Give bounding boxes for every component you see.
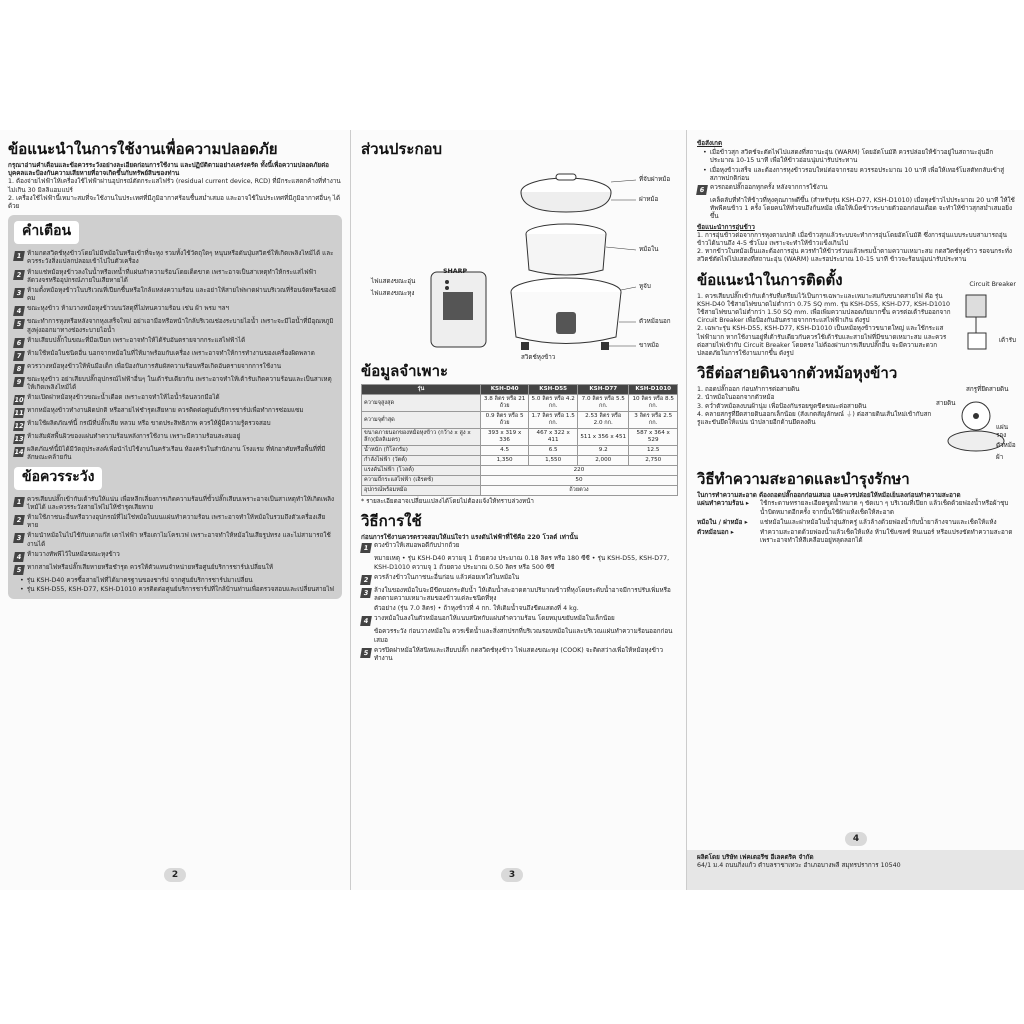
warning-item xyxy=(14,433,336,444)
page-number: 3 xyxy=(501,868,523,882)
item-number: 5 xyxy=(13,319,25,329)
manual-sheet xyxy=(0,130,1024,890)
label-cook-lamp: ไฟแสดงขณะหุง xyxy=(371,290,415,297)
spec-cell: 3.8 ลิตร หรือ 21 ถ้วย xyxy=(480,395,528,412)
item-text: ผลิตภัณฑ์นี้มิได้มีวัตถุประสงค์เพื่อนำไปใช้งานในครัวเรือน ห้องครัวในสำนักงาน โรงแรม ที่พักอาศัยหรือพื้นที่ที่มีลักษณะคล้ายกัน xyxy=(27,446,326,462)
ground-item: 3. คว่ำตัวหม้อลงบนผ้านุ่ม เพื่อป้องกันรอยขูดขีดขณะต่อสายดิน xyxy=(697,402,867,410)
item-text: ขณะหุงข้าว อย่าเสียบปลั๊กอุปกรณ์ไฟฟ้าอื่นๆ ในเต้ารับเดียวกัน เพราะอาจทำให้เต้ารับเกิดความร้อนและเป็นสาเหตุให้เกิดเพลิงไหม้ได้ xyxy=(27,375,332,392)
spec-row xyxy=(362,466,678,476)
spec-header-cell: KSH-D40 xyxy=(480,385,528,395)
spec-cell: 50 xyxy=(480,476,677,486)
warning-list xyxy=(14,250,336,462)
spec-cell: 0.9 ลิตร หรือ 5 ถ้วย xyxy=(480,412,528,429)
spec-cell: 2,750 xyxy=(629,456,678,466)
item-text: ขณะหุงข้าว ห้ามวางหม้อหุงข้าวบนวัสดุที่ไม่ทนความร้อน เช่น ผ้า พรม ฯลฯ xyxy=(27,305,229,313)
spec-row xyxy=(362,446,678,456)
spec-cell: 467 x 322 x 411 xyxy=(529,429,578,446)
item-number: 5 xyxy=(13,565,25,575)
page-number: 2 xyxy=(164,868,186,882)
warm-item: 2. หากข้าวในหม้อเย็นและต้องการอุ่น ควรทำให้ข้าวร่วนแล้วพรมน้ำตามความเหมาะสม กดสวิตช์หุงข้าว รอจนกระทั่งสวิตช์ตัดไฟไปแสดงที่สถานะอุ่น (WARM) และรอประมาณ 10-15 นาที ข้าวจะร้อนนุ่มน่ารับประทาน xyxy=(697,248,1012,264)
caution-bullet: • รุ่น KSH-D40 ควรซื้อสายไฟที่ได้มาตรฐานของชาร์ป จากศูนย์บริการชาร์ปมาเปลี่ยน xyxy=(20,576,253,584)
spec-cell: 9.2 xyxy=(578,446,629,456)
caution-item xyxy=(14,496,336,512)
usage-steps xyxy=(361,542,678,663)
spec-note: * รายละเอียดอาจเปลี่ยนแปลงได้โดยไม่ต้องแจ้งให้ทราบล่วงหน้า xyxy=(361,498,534,505)
clean-key: หม้อใน / ฝาหม้อ ▸ xyxy=(697,518,748,526)
warning-item xyxy=(14,350,336,361)
spec-cell: 12.5 xyxy=(629,446,678,456)
parts-title: ส่วนประกอบ xyxy=(361,140,443,158)
warning-item xyxy=(14,394,336,405)
item-text: ห้ามแช่หม้อหุงข้าวลงในน้ำหรือเทน้ำที่แผ่นทำความร้อนโดยเด็ดขาด เพราะอาจเป็นสาเหตุทำให้กระแสไฟฟ้าลัดวงจรหรืออุปกรณ์ภายในเสียหายได้ xyxy=(27,268,317,284)
circuit-breaker-label: Circuit Breaker xyxy=(969,280,1016,288)
item-text: ห้ามสัมผัสพื้นผิวของแผ่นทำความร้อนหลังการใช้งาน เพราะมีความร้อนสะสมอยู่ xyxy=(27,433,241,441)
item-number: 9 xyxy=(13,377,25,387)
manufacturer: ผลิตโดย บริษัท เฟคเตอรีซ อีเลคตริค จำกัด xyxy=(697,854,814,861)
spec-row xyxy=(362,486,678,496)
spec-row xyxy=(362,476,678,486)
warning-item xyxy=(14,376,336,392)
item-text: ขณะทำการหุงหรือหลังจากหุงเสร็จใหม่ อย่าเอามือหรือหน้าใกล้บริเวณช่องระบายไอน้ำ เพราะจะมีไอน้ำที่มีอุณหภูมิสูงพุ่งออกมาทางช่องระบายไอน้ำ xyxy=(27,318,334,334)
step-item xyxy=(361,647,678,663)
step-6-tip: เคล็ดลับที่ทำให้ข้าวที่หุงคุณภาพดีขึ้น (สำหรับรุ่น KSH-D77, KSH-D1010) เมื่อหุงข้าวไปประมาณ 20 นาที ให้ใช้ทัพพีคนข้าว 1 ครั้ง โดยคนให้ทั่วจนถึงก้นหม้อ เพื่อให้เม็ดข้าวระบายตัวออกก่อนเดือด จะทำให้ข้าวสุกสม่ำเสมอยิ่งขึ้น xyxy=(710,197,1015,221)
item-number: 3 xyxy=(360,588,372,598)
warning-item xyxy=(14,337,336,348)
spec-label: ความถี่กระแสไฟฟ้า (เฮิรตซ์) xyxy=(362,476,481,486)
ground-item: 4. คลายสกรูที่ยึดสายดินออกเล็กน้อย (สังเกตสัญลักษณ์ ⏚) ต่อสายดินเส้นใหม่เข้ากับสกรูและขันยึดให้แน่น นำปลายอีกด้านยึดลงดิน xyxy=(697,410,932,427)
label-outer-body: ตัวหม้อนอก xyxy=(639,318,671,325)
spec-cell: 2.53 ลิตร หรือ 2.0 กก. xyxy=(578,412,629,429)
rice-cooker-illustration xyxy=(361,162,679,362)
caution-bullet: • รุ่น KSH-D55, KSH-D77, KSH-D1010 ควรติดต่อศูนย์บริการชาร์ปที่ใกล้บ้านท่านเพื่อตรวจสอบและเปลี่ยนสายไฟ xyxy=(20,586,335,594)
clean-list xyxy=(697,500,1016,545)
item-text: ตัวอย่าง (รุ่น 7.0 ลิตร) • ถ้าหุงข้าวที่ 4 กก. ให้เติมน้ำจนถึงขีดแสดงที่ 4 kg. xyxy=(374,605,579,613)
warning-caution-panel xyxy=(8,215,342,599)
item-number: 7 xyxy=(13,351,25,361)
spec-cell: 393 x 319 x 336 xyxy=(480,429,528,446)
warning-title: คำเตือน xyxy=(22,223,72,240)
item-number: 2 xyxy=(360,575,372,585)
brand-logo: SHARP xyxy=(443,268,468,275)
spec-cell: 7.0 ลิตร หรือ 5.5 กก. xyxy=(578,395,629,412)
warning-item xyxy=(14,407,336,418)
spec-header-cell: KSH-D1010 xyxy=(629,385,678,395)
spec-label: แรงดันไฟฟ้า (โวลต์) xyxy=(362,466,481,476)
label-handle: ที่จับฝาหม้อ xyxy=(639,176,671,183)
spec-cell: 4.5 xyxy=(480,446,528,456)
wire-label: สายดิน xyxy=(936,400,956,408)
body-label: ตัวหม้อ xyxy=(996,442,1016,450)
notes-title: ข้อสังเกต xyxy=(697,140,723,147)
parts-diagram xyxy=(361,162,678,362)
item-text: ห้ามใช้หม้อในชนิดอื่น นอกจากหม้อในที่ให้มาพร้อมกับเครื่อง เพราะอาจทำให้การทำงานของเครื่องผิดพลาด xyxy=(27,349,315,357)
item-number: 4 xyxy=(360,616,372,626)
item-text: หากสายไฟหรือปลั๊กเสียหายหรือชำรุด ควรให้ตัวแทนจำหน่ายหรือศูนย์บริการชาร์ปเปลี่ยนให้ xyxy=(27,563,274,571)
warning-item xyxy=(14,269,336,285)
item-text: ห้ามวางทัพพีไว้ในหม้อขณะหุงข้าว xyxy=(27,550,120,558)
warm-item: 1. การอุ่นข้าวต่อจากการหุงตามปกติ เมื่อข้าวสุกแล้วระบบจะทำการอุ่นโดยอัตโนมัติ ซึ่งการอุ่นแบบระบบสามารถอุ่นข้าวได้นานถึง 4-5 ชั่วโมง เพราะจะทำให้ข้าวแข็งเกินไป xyxy=(697,231,1007,248)
item-text: ควรวางหม้อหุงข้าวให้พ้นมือเด็ก เพื่อป้องกันการสัมผัสความร้อนหรือเกิดอันตรายจากการใช้งาน xyxy=(27,362,282,370)
usage-intro: ก่อนการใช้งานควรตรวจสอบให้แน่ใจว่า แรงดันไฟฟ้าที่ใช้คือ 220 โวลต์ เท่านั้น xyxy=(361,534,579,542)
item-text: ตวงข้าวให้เสมอพอดีกับปากถ้วย xyxy=(374,542,460,550)
install-item: 2. เฉพาะรุ่น KSH-D55, KSH-D77, KSH-D1010 เป็นหม้อหุงข้าวขนาดใหญ่ และใช้กระแสไฟฟ้ามาก หากใช้งานอยู่ที่เต้ารับเดียวกันควรใช้เต้ารับและสายไฟที่มีขนาดเหมาะสม และควรต่อสายไฟเข้ากับ Circuit Breaker โดยตรง ไม่ต้องผ่านการเสียบปลั๊กอื่น จะมีความสะดวกปลอดภัยในการใช้งานมากขึ้น ดังรูป xyxy=(697,325,947,358)
spec-cell: 1,550 xyxy=(529,456,578,466)
ground-item: 2. นำหม้อในออกจากตัวหม้อ xyxy=(697,394,775,402)
warning-item xyxy=(14,250,336,266)
item-number: 6 xyxy=(13,338,25,348)
caution-list xyxy=(14,496,336,575)
spec-label: กำลังไฟฟ้า (วัตต์) xyxy=(362,456,481,466)
spec-header-cell: รุ่น xyxy=(362,385,481,395)
warning-item xyxy=(14,318,336,334)
item-text: ควรเสียบปลั๊กเข้ากับเต้ารับให้แน่น เพื่อหลีกเลี่ยงการเกิดความร้อนที่ขั้วปลั๊กเสียบเพราะอาจเป็นสาเหตุทำให้เกิดเพลิงไหม้ได้ และควรระวังสายไฟไม่ให้ชำรุดเสียหาย xyxy=(27,495,335,511)
install-title: ข้อแนะนำในการติดตั้ง xyxy=(697,270,843,289)
step-item xyxy=(361,542,678,553)
warning-item xyxy=(14,363,336,374)
item-text: ห้ามกดสวิตช์หุงข้าวโดยไม่มีหม้อในหรือเข้าที่จะหุง รวมทั้งใช้วัตถุใดๆ หนุนหรือดันปุ่มสวิตช์ให้เกิดเพลิงไหม้ได้ และควรระวังสิ่งแปลกปลอมเข้าไปในตัวเครื่อง xyxy=(27,250,334,266)
item-number: 13 xyxy=(13,435,25,444)
usage-title: วิธีการใช้ xyxy=(361,512,422,531)
spec-table xyxy=(361,384,678,496)
footer xyxy=(687,850,1024,890)
item-text: หมายเหตุ • รุ่น KSH-D40 ความจุ 1 ถ้วยตวง ประมาณ 0.18 ลิตร หรือ 180 ซีซี • รุ่น KSH-D55, KSH-D77, KSH-D1010 ความจุ 1 ถ้วยตวง ประมาณ 0.50 ลิตร หรือ 500 ซีซี xyxy=(374,555,670,571)
item-number: 4 xyxy=(13,552,25,562)
label-body-handle: หูจับ xyxy=(639,283,651,290)
screw-label: สกรูที่ยึดสายดิน xyxy=(966,386,1009,394)
caution-item xyxy=(14,514,336,530)
clean-key: ตัวหม้อนอก ▸ xyxy=(697,529,734,537)
item-text: ห้ามใช้ภาชนะอื่นหรือวางอุปกรณ์ที่ไม่ใช่หม้อในบนแผ่นทำความร้อน เพราะอาจทำให้หม้อในรวมถึงตัวเครื่องเสียหาย xyxy=(27,514,326,530)
spec-row xyxy=(362,429,678,446)
item-number: 12 xyxy=(13,422,25,431)
item-text: ล้างในของหม้อในจะมีขีดบอกระดับน้ำ ให้เติมน้ำสะอาดตามปริมาณข้าวที่หุงโดยระดับน้ำอาจมีการปรับเพิ่มหรือลดตามความเหมาะสมของข้าวแต่ละชนิดที่หุง xyxy=(374,586,671,603)
step-item xyxy=(361,555,678,571)
clean-row xyxy=(697,519,1016,527)
spec-row xyxy=(362,395,678,412)
warning-item xyxy=(14,420,336,431)
pre-item: 1. ต้องจ่ายไฟฟ้าให้เครื่องใช้ไฟฟ้าผ่านอุปกรณ์ตัดกระแสไฟรั่ว (residual current device, RCD) ที่มีกระแสตกค้างที่ทำงานไม่เกิน 30 มิลลิแอมแปร์ xyxy=(8,178,341,194)
item-text: ห้ามใช้ผลิตภัณฑ์นี้ กรณีที่ปลั๊กเสีย หลวม หรือ ขาดประสิทธิภาพ ควรให้ผู้มีความรู้ตรวจสอบ xyxy=(27,420,271,428)
page-number: 4 xyxy=(845,832,867,846)
spec-label: อุปกรณ์พร้อมหม้อ xyxy=(362,486,481,496)
outlet-label: เต้ารับ xyxy=(998,336,1016,344)
spec-cell: 3 ลิตร หรือ 2.5 กก. xyxy=(629,412,678,429)
item-number: 5 xyxy=(360,648,372,658)
item-number: 11 xyxy=(13,409,25,418)
caution-item xyxy=(14,551,336,562)
caution-item xyxy=(14,564,336,575)
label-switch: สวิตช์หุงข้าว xyxy=(521,354,556,361)
clean-row xyxy=(697,500,1016,516)
spec-cell: 6.5 xyxy=(529,446,578,456)
ground-diagram xyxy=(936,386,1016,466)
item-text: ห้ามเสียบปลั๊กในขณะที่มือเปียก เพราะอาจทำให้ได้รับอันตรายจากกระแสไฟฟ้าได้ xyxy=(27,336,246,344)
spec-cell: 2,000 xyxy=(578,456,629,466)
page-4 xyxy=(686,130,1024,890)
warning-item xyxy=(14,305,336,316)
warning-header xyxy=(14,221,79,244)
item-text: ห้ามนำหม้อในไปใช้กับเตาแก๊ส เตาไฟฟ้า หรือเตาไมโครเวฟ เพราะอาจทำให้หม้อในเสียรูปทรง และไม่สามารถใช้งานได้ xyxy=(27,532,331,548)
ground-item: 1. ถอดปลั๊กออก ก่อนทำการต่อสายดิน xyxy=(697,386,800,394)
clean-key: แผ่นทำความร้อน ▸ xyxy=(697,500,749,508)
warning-item xyxy=(14,446,336,462)
item-number: 2 xyxy=(13,515,25,525)
label-warm-lamp: ไฟแสดงขณะอุ่น xyxy=(371,278,416,285)
spec-cell: 1,350 xyxy=(480,456,528,466)
page-2 xyxy=(0,130,350,890)
spec-label: น้ำหนัก (กิโลกรัม) xyxy=(362,446,481,456)
plate-label: แผ่นรอง xyxy=(996,424,1009,440)
cloth-label: ผ้า xyxy=(996,454,1004,462)
step-item xyxy=(361,605,678,613)
spec-row xyxy=(362,412,678,429)
caution-title: ข้อควรระวัง xyxy=(22,468,95,485)
warm-title: ข้อแนะนำการอุ่นข้าว xyxy=(697,223,755,231)
install-item: 1. ควรเสียบปลั๊กเข้ากับเต้ารับที่เตรียมไว้เป็นการเฉพาะและเหมาะสมกับขนาดสายไฟ คือ รุ่น KSH-D40 ใช้สายไฟขนาดไม่ต่ำกว่า 0.75 SQ mm. รุ่น KSH-D55, KSH-D77, KSH-D1010 ใช้สายไฟขนาดไม่ต่ำกว่า 1.50 SQ mm. เพื่อเพิ่มความปลอดภัยมากขึ้น ควรต่อเต้ารับออกจาก Circuit Breaker เพื่อป้องกันอันตรายจากกระแสไฟฟ้าเกิน ดังรูป xyxy=(697,292,951,325)
item-text: ห้ามเปิดฝาหม้อหุงข้าวขณะน้ำเดือด เพราะอาจทำให้ไอน้ำร้อนลวกมือได้ xyxy=(27,394,220,402)
item-number: 1 xyxy=(13,251,25,261)
warning-item xyxy=(14,287,336,303)
item-text: วางหม้อในลงในตัวหม้อนอกให้แนบสนิทกับแผ่นทำความร้อน โดยหมุนขยับหม้อในเล็กน้อย xyxy=(374,615,615,623)
item-text: ควรปิดฝาหม้อให้สนิทและเสียบปลั๊ก กดสวิตช์หุงข้าว ไฟแสดงขณะหุง (COOK) จะติดสว่างเพื่อให้หม้อหุงข้าวทำงาน xyxy=(374,646,663,663)
item-number: 10 xyxy=(13,396,25,405)
item-number: 2 xyxy=(13,270,25,280)
caution-header xyxy=(14,467,102,490)
spec-cell: 5.0 ลิตร หรือ 4.2 กก. xyxy=(529,395,578,412)
item-number: 1 xyxy=(13,497,25,507)
note-item: • เมื่อหุงข้าวเสร็จ และต้องการหุงข้าวรอบใหม่ต่อจากรอบ ควรรอประมาณ 10 นาที เพื่อให้เทอร์โมสตัทกลับเข้าสู่สภาพปกติก่อน xyxy=(703,166,1005,182)
clean-value: แช่หม้อในและฝาหม้อในน้ำอุ่นสักครู่ แล้วล้างด้วยฟองน้ำกับน้ำยาล้างจานและเช็ดให้แห้ง xyxy=(760,518,997,526)
clean-value: ใช้กระดาษทรายละเอียดขูดน้ำหมาด ๆ ขัดเบา ๆ บริเวณที่เปียก แล้วเช็ดด้วยฟองน้ำหรือผ้าชุบน้ำบิดหมาดอีกครั้ง จากนั้นใช้ผ้าแห้งเช็ดให้สะอาด xyxy=(760,500,1009,516)
item-number: 14 xyxy=(13,448,25,457)
clean-title: วิธีทำความสะอาดและบำรุงรักษา xyxy=(697,470,910,489)
spec-cell: 220 xyxy=(480,466,677,476)
step-item xyxy=(361,574,678,585)
step-item xyxy=(361,628,678,644)
item-number: 3 xyxy=(13,288,25,298)
spec-cell: 10 ลิตร หรือ 8.5 กก. xyxy=(629,395,678,412)
safety-intro: กรุณาอ่านคำเตือนและข้อควรระวังอย่างละเอียดก่อนการใช้งาน และปฏิบัติตามอย่างเคร่งครัด ทั้งนี้เพื่อความปลอดภัยต่อบุคคลและป้องกันความเสียหายที่อาจเกิดขึ้นกับทรัพย์สินของท่าน xyxy=(8,162,329,178)
item-number: 3 xyxy=(13,533,25,543)
item-text: ควรล้างข้าวในภาชนะอื่นก่อน แล้วค่อยเทใส่ในหม้อใน xyxy=(374,573,520,581)
step-item xyxy=(361,587,678,603)
page-3 xyxy=(350,130,686,890)
circuit-diagram xyxy=(956,280,1016,359)
spec-row xyxy=(362,456,678,466)
item-text: หากหม้อหุงข้าวทำงานผิดปกติ หรือสายไฟชำรุดเสียหาย ควรติดต่อศูนย์บริการชาร์ปเพื่อทำการซ่อมแซม xyxy=(27,407,304,415)
address: 64/1 ม.4 ถนนกิ่งแก้ว ตำบลราชาเทวะ อำเภอบางพลี สมุทรปราการ 10540 xyxy=(697,862,901,870)
spec-cell: ถ้วยตวง xyxy=(480,486,677,496)
spec-cell: 511 x 356 x 451 xyxy=(578,429,629,446)
label-feet: ขาหม้อ xyxy=(639,342,659,349)
spec-header-cell: KSH-D55 xyxy=(529,385,578,395)
spec-cell: 1.7 ลิตร หรือ 1.5 กก. xyxy=(529,412,578,429)
clean-intro: ในการทำความสะอาด ต้องถอดปลั๊กออกก่อนเสมอ และควรปล่อยให้หม้อเย็นลงก่อนทำความสะอาด xyxy=(697,492,961,500)
clean-value: ทำความสะอาดด้วยฟองน้ำแล้วเช็ดให้แห้ง ห้ามใช้แซลซ์ ทินเนอร์ หรือแปรงขัดทำความสะอาด เพราะอาจทำให้สีเคลือบอยู่หลุดลอกได้ xyxy=(760,529,1013,545)
step-item xyxy=(361,615,678,626)
item-text: ข้อควรระวัง ก่อนวางหม้อใน ควรเช็ดน้ำและสิ่งสกปรกที่บริเวณรอบหม้อในและบริเวณแผ่นทำความร้อนออกก่อนเสมอ xyxy=(374,628,673,644)
item-number: 4 xyxy=(13,306,25,316)
label-lid: ฝาหม้อ xyxy=(639,196,659,203)
note-item: • เมื่อข้าวสุก สวิตช์จะตัดไฟไปแสดงที่สถานะอุ่น (WARM) โดยอัตโนมัติ ควรปล่อยให้ข้าวอยู่ในสถานะอุ่นอีกประมาณ 10-15 นาที เพื่อให้ข้าวอ่อนนุ่มน่ารับประทาน xyxy=(703,149,994,165)
spec-title: ข้อมูลจำเพาะ xyxy=(361,362,449,380)
spec-label: ความจุสูงสุด xyxy=(362,395,481,412)
clean-row xyxy=(697,529,1016,545)
label-inner-pot: หม้อใน xyxy=(639,246,659,253)
spec-label: ความจุต่ำสุด xyxy=(362,412,481,429)
caution-item xyxy=(14,532,336,548)
spec-label: ขนาดภายนอกของหม้อหุงข้าว (กว้าง x สูง x ลึก)(มิลลิเมตร) xyxy=(362,429,481,446)
safety-title: ข้อแนะนำในการใช้งานเพื่อความปลอดภัย xyxy=(8,140,278,158)
item-number: 1 xyxy=(360,543,372,553)
spec-cell: 587 x 364 x 529 xyxy=(629,429,678,446)
ground-title: วิธีต่อสายดินจากตัวหม้อหุงข้าว xyxy=(697,364,898,383)
step-6: 6 ควรถอดปลั๊กออกทุกครั้ง หลังจากการใช้งาน xyxy=(697,184,1016,195)
pre-item: 2. เครื่องใช้ไฟฟ้านี้เหมาะสมที่จะใช้งานในประเทศที่มีภูมิอากาศร้อนชื้นสม่ำเสมอ และอาจใช้ในประเทศที่มีภูมิอากาศอื่นๆ ได้ด้วย xyxy=(8,194,341,211)
item-number: 8 xyxy=(13,364,25,374)
spec-header-cell: KSH-D77 xyxy=(578,385,629,395)
item-text: ห้ามตั้งหม้อหุงข้าวในบริเวณที่เปียกชื้นหรือใกล้แหล่งความร้อน และอย่าให้สายไฟพาดผ่านบริเวณที่ร้อนจัดหรือของมีคม xyxy=(27,287,336,303)
